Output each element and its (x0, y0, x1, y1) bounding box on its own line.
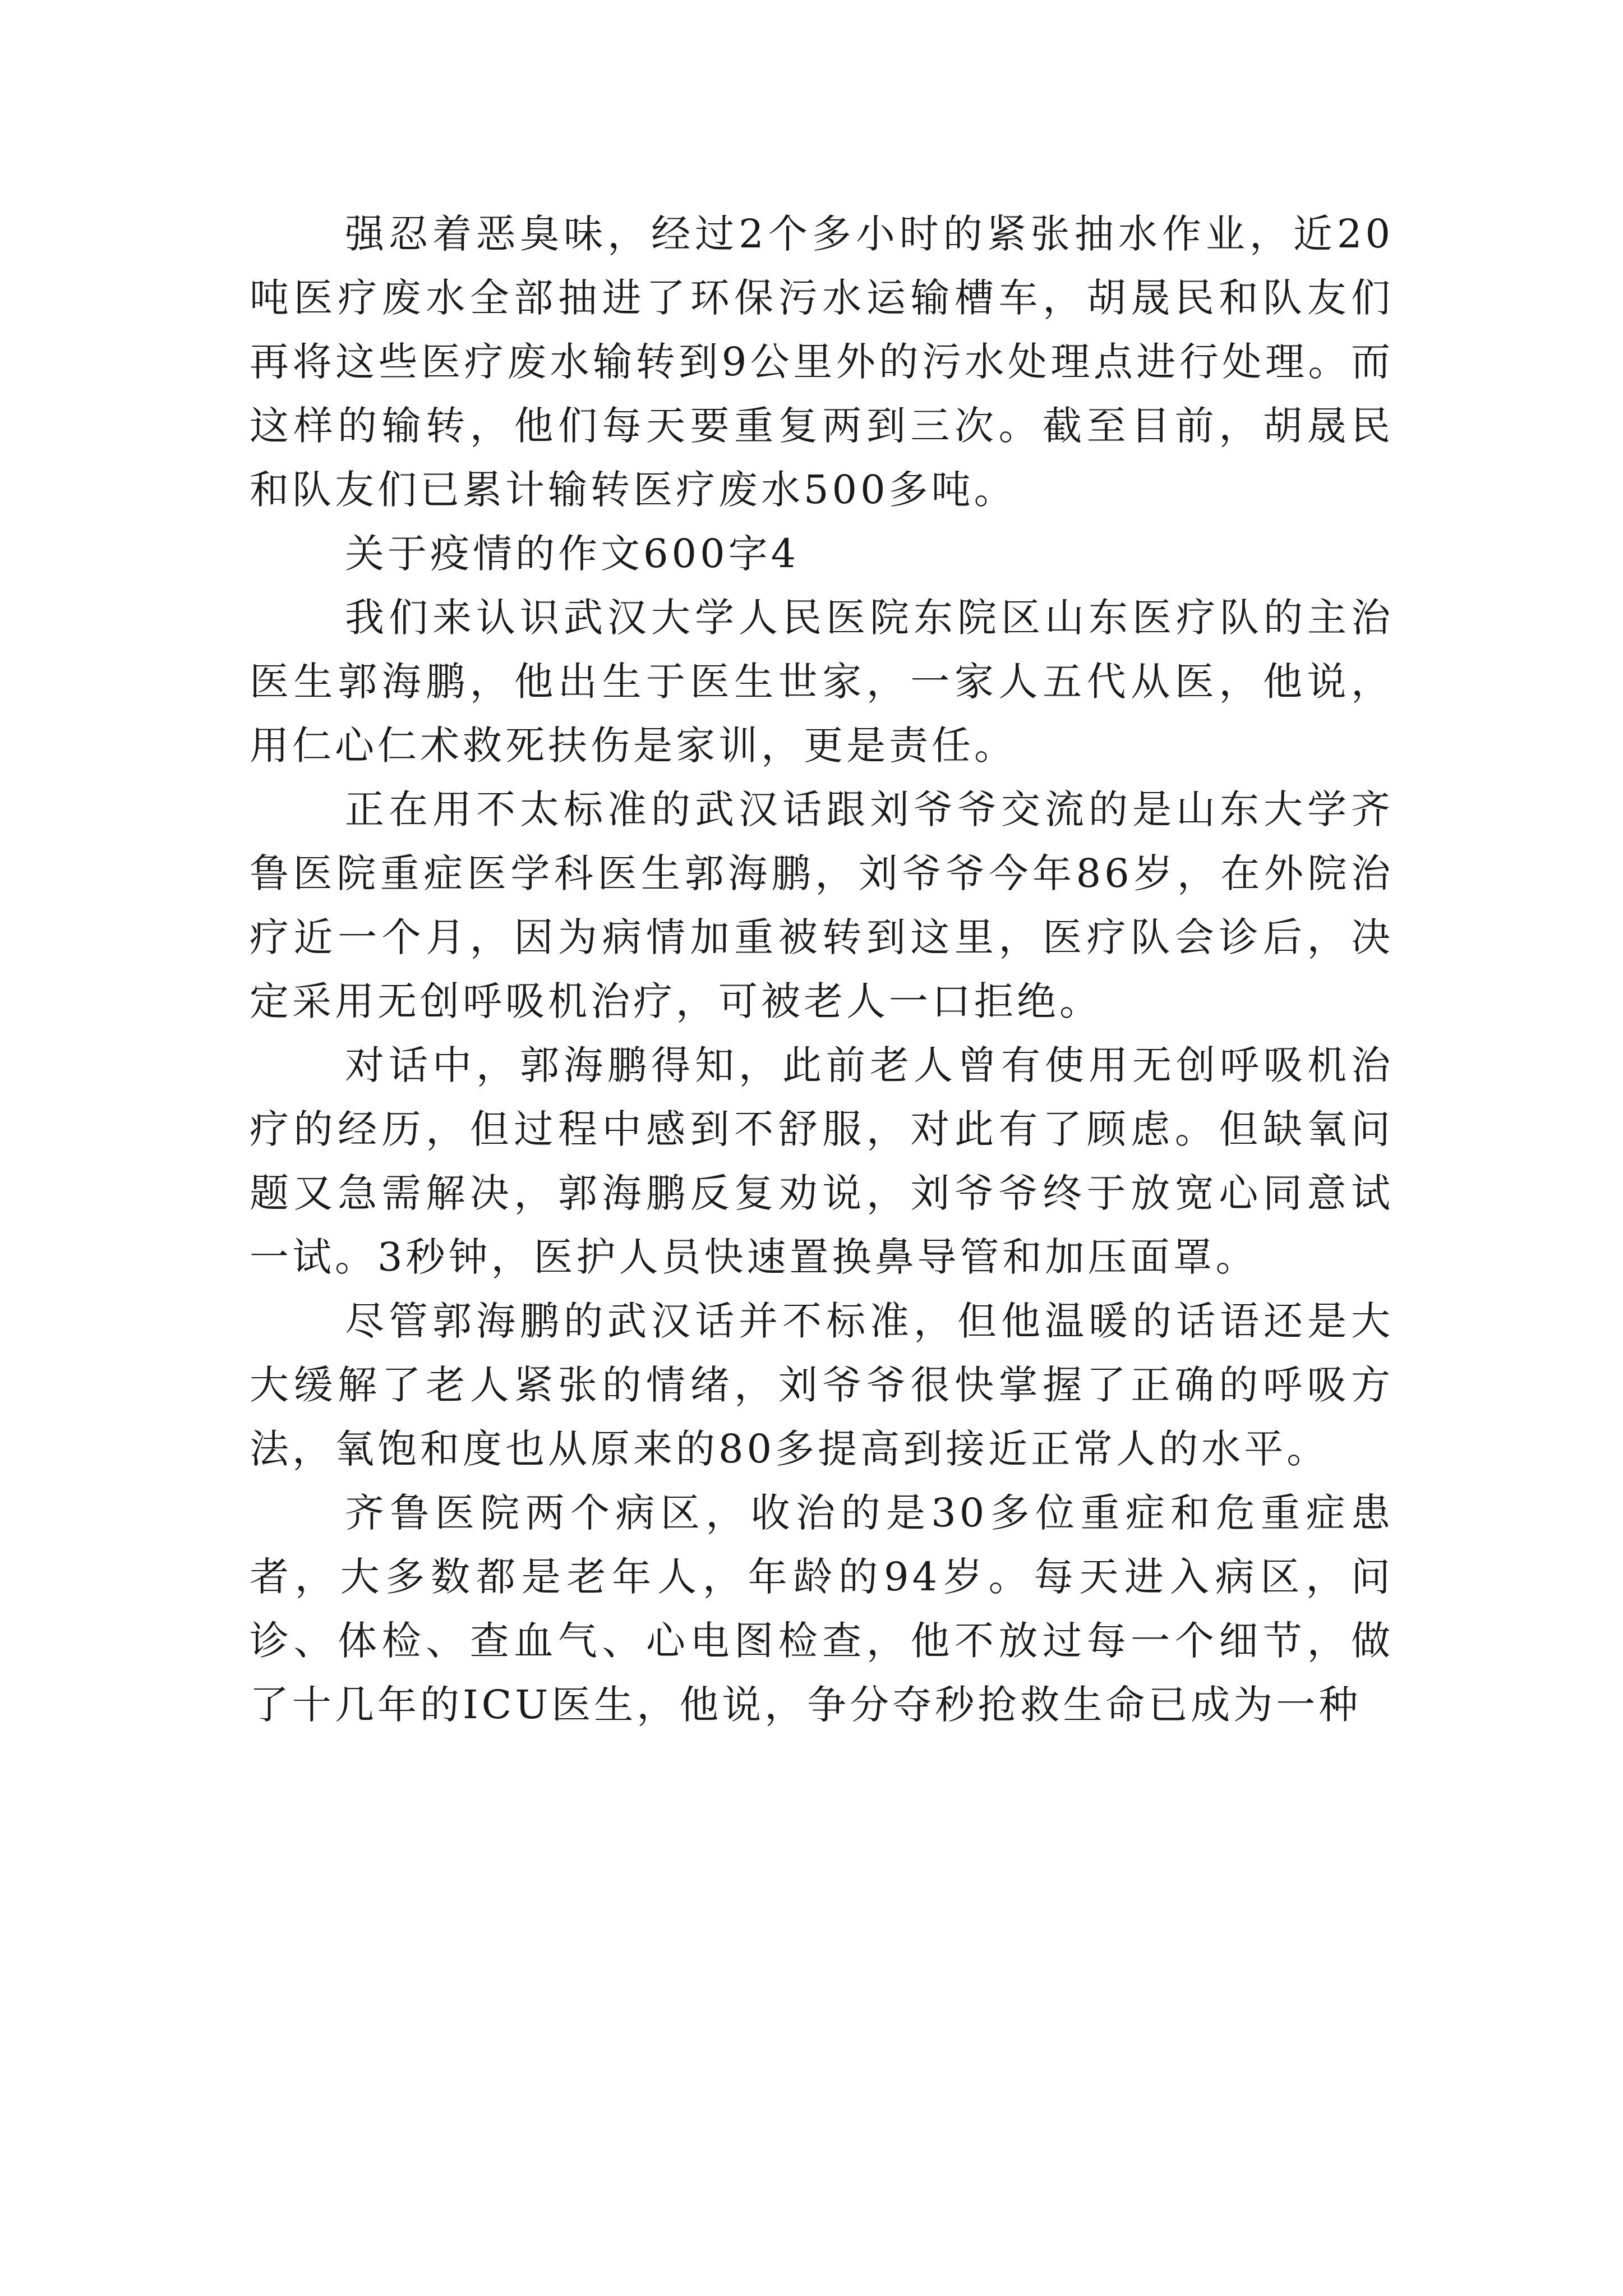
paragraph-6: 齐鲁医院两个病区，收治的是30多位重症和危重症患者，大多数都是老年人，年龄的94岁。每天进入病区，问诊、体检、查血气、心电图检查，他不放过每一个细节，做了十几年的ICU医生，他说，争分夺秒抢救生命已成为一种 (250, 1490, 1394, 1728)
paragraph-1: 强忍着恶臭味，经过2个多小时的紧张抽水作业，近20吨医疗废水全部抽进了环保污水运输槽车，胡晟民和队友们再将这些医疗废水输转到9公里外的污水处理点进行处理。而这样的输转，他们每天要重复两到三次。截至目前，胡晟民和队友们已累计输转医疗废水500多吨。 (250, 211, 1394, 513)
section-heading: 关于疫情的作文600字4 (345, 531, 800, 577)
paragraph-2: 我们来认识武汉大学人民医院东院区山东医疗队的主治医生郭海鹏，他出生于医生世家，一家人五代从医，他说，用仁心仁术救死扶伤是家训，更是责任。 (250, 595, 1394, 769)
document-body (250, 202, 1394, 1737)
paragraph-5: 尽管郭海鹏的武汉话并不标准，但他温暖的话语还是大大缓解了老人紧张的情绪，刘爷爷很快掌握了正确的呼吸方法，氧饱和度也从原来的80多提高到接近正常人的水平。 (250, 1298, 1394, 1472)
paragraph-4: 对话中，郭海鹏得知，此前老人曾有使用无创呼吸机治疗的经历，但过程中感到不舒服，对此有了顾虑。但缺氧问题又急需解决，郭海鹏反复劝说，刘爷爷终于放宽心同意试一试。3秒钟，医护人员快速置换鼻导管和加压面罩。 (250, 1042, 1394, 1280)
paragraph-3: 正在用不太标准的武汉话跟刘爷爷交流的是山东大学齐鲁医院重症医学科医生郭海鹏，刘爷爷今年86岁，在外院治疗近一个月，因为病情加重被转到这里，医疗队会诊后，决定采用无创呼吸机治疗，可被老人一口拒绝。 (250, 786, 1394, 1024)
